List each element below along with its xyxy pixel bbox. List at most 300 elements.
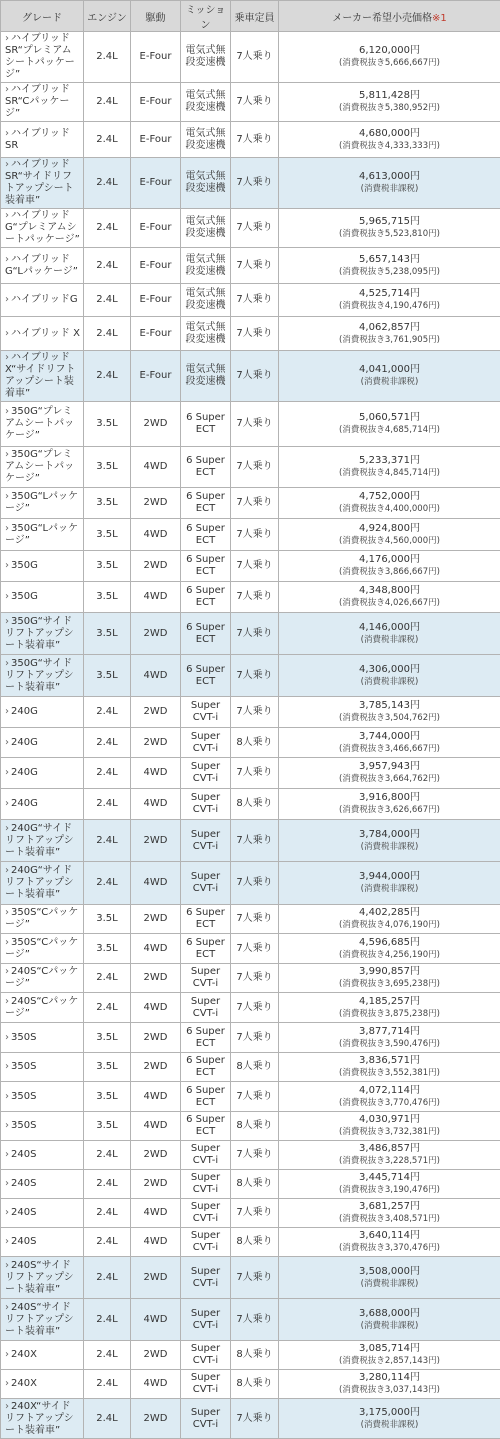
chevron-right-icon: › — [5, 706, 9, 717]
table-row — [1, 317, 500, 351]
engine-cell: 3.5L — [84, 402, 131, 447]
grade-link[interactable]: 240G — [11, 767, 38, 778]
grade-link[interactable]: 350S — [11, 1032, 36, 1043]
chevron-right-icon: › — [5, 1260, 9, 1271]
table-row — [1, 728, 500, 758]
seats-cell: 7人乗り — [231, 284, 279, 317]
grade-cell — [1, 613, 84, 655]
price-cell — [279, 789, 500, 820]
price-tax-note: (消費税抜き3,590,476円) — [282, 1038, 497, 1051]
engine-cell: 2.4L — [84, 1170, 131, 1199]
mission-cell: Super CVT-i — [181, 1257, 231, 1299]
seats-cell: 7人乗り — [231, 402, 279, 447]
seats-cell: 7人乗り — [231, 993, 279, 1023]
seats-cell: 7人乗り — [231, 758, 279, 789]
price-cell — [279, 551, 500, 582]
seats-cell: 8人乗り — [231, 789, 279, 820]
grade-link[interactable]: 350S“Cパッケージ” — [5, 907, 78, 930]
engine-cell: 2.4L — [84, 1399, 131, 1439]
chevron-right-icon: › — [5, 449, 9, 460]
price-cell — [279, 655, 500, 697]
mission-cell: Super CVT-i — [181, 964, 231, 993]
grade-link[interactable]: ハイブリッド X — [11, 328, 80, 339]
chevron-right-icon: › — [5, 1149, 9, 1160]
grade-cell — [1, 655, 84, 697]
grade-cell — [1, 32, 84, 83]
drive-cell: 4WD — [131, 1082, 181, 1112]
grade-link[interactable]: 240S“サイドリフトアップシート装着車” — [5, 1302, 74, 1337]
chevron-right-icon: › — [5, 658, 9, 669]
mission-cell: 6 Super ECT — [181, 1082, 231, 1112]
header-grade: グレード — [1, 1, 84, 32]
chevron-right-icon: › — [5, 1207, 9, 1218]
chevron-right-icon: › — [5, 616, 9, 627]
price-cell — [279, 317, 500, 351]
price-value: 3,681,257円 — [282, 1200, 497, 1213]
grade-cell — [1, 697, 84, 728]
price-cell — [279, 993, 500, 1023]
price-tax-note: (消費税抜き3,695,238円) — [282, 978, 497, 991]
grade-link[interactable]: ハイブリッド X“サイドリフトアップシート装着車” — [5, 352, 76, 399]
mission-cell: Super CVT-i — [181, 1199, 231, 1228]
grade-link[interactable]: 350S — [11, 1061, 36, 1072]
price-cell — [279, 905, 500, 934]
grade-link[interactable]: 240S — [11, 1236, 36, 1247]
grade-cell — [1, 1199, 84, 1228]
engine-cell: 2.4L — [84, 758, 131, 789]
seats-cell: 7人乗り — [231, 1082, 279, 1112]
seats-cell: 7人乗り — [231, 248, 279, 284]
price-cell — [279, 964, 500, 993]
mission-cell: 6 Super ECT — [181, 488, 231, 519]
table-row — [1, 1299, 500, 1341]
price-value: 3,085,714円 — [282, 1342, 497, 1355]
header-drive: 駆動 — [131, 1, 181, 32]
header-price — [279, 1, 500, 32]
chevron-right-icon: › — [5, 1302, 9, 1313]
seats-cell: 7人乗り — [231, 551, 279, 582]
price-cell — [279, 862, 500, 905]
engine-cell: 3.5L — [84, 488, 131, 519]
grade-link[interactable]: 350G“Lパッケージ” — [5, 523, 78, 546]
grade-link[interactable]: 240S“Cパッケージ” — [5, 996, 78, 1019]
mission-cell: 6 Super ECT — [181, 905, 231, 934]
grade-link[interactable]: ハイブリッドG“プレミアムシートパッケージ” — [5, 210, 80, 245]
price-value: 5,811,428円 — [282, 89, 497, 102]
mission-cell: 6 Super ECT — [181, 519, 231, 551]
grade-link[interactable]: 350G — [11, 560, 38, 571]
price-value: 3,916,800円 — [282, 791, 497, 804]
price-tax-note: (消費税抜き4,190,476円) — [282, 300, 497, 313]
grade-link[interactable]: 350G“プレミアムシートパッケージ” — [5, 406, 74, 441]
mission-cell: 電気式無段変速機 — [181, 158, 231, 209]
grade-cell — [1, 158, 84, 209]
drive-cell: 2WD — [131, 1170, 181, 1199]
mission-cell: Super CVT-i — [181, 697, 231, 728]
engine-cell: 2.4L — [84, 284, 131, 317]
drive-cell: 2WD — [131, 402, 181, 447]
chevron-right-icon: › — [5, 352, 9, 363]
engine-cell: 2.4L — [84, 122, 131, 158]
drive-cell: 2WD — [131, 697, 181, 728]
drive-cell: 2WD — [131, 551, 181, 582]
drive-cell: E-Four — [131, 32, 181, 83]
chevron-right-icon: › — [5, 84, 9, 95]
price-value: 5,965,715円 — [282, 215, 497, 228]
drive-cell: E-Four — [131, 158, 181, 209]
grade-cell — [1, 1299, 84, 1341]
grade-link[interactable]: ハイブリッド SR — [5, 128, 70, 151]
engine-cell: 2.4L — [84, 862, 131, 905]
grade-cell — [1, 248, 84, 284]
price-value: 4,030,971円 — [282, 1113, 497, 1126]
price-tax-note: (消費税抜き4,400,000円) — [282, 503, 497, 516]
chevron-right-icon: › — [5, 128, 9, 139]
seats-cell: 7人乗り — [231, 613, 279, 655]
table-row — [1, 1370, 500, 1399]
seats-cell: 7人乗り — [231, 582, 279, 613]
drive-cell: 2WD — [131, 1023, 181, 1053]
grade-link[interactable]: 240G — [11, 798, 38, 809]
price-value: 4,525,714円 — [282, 287, 497, 300]
seats-cell: 7人乗り — [231, 1299, 279, 1341]
table-row — [1, 1228, 500, 1257]
mission-cell: 電気式無段変速機 — [181, 32, 231, 83]
grade-cell — [1, 551, 84, 582]
grade-link[interactable]: 350G“プレミアムシートパッケージ” — [5, 449, 74, 484]
engine-cell: 2.4L — [84, 1257, 131, 1299]
seats-cell: 7人乗り — [231, 83, 279, 122]
price-tax-note: (消費税非課税) — [282, 841, 497, 854]
grade-link[interactable]: 240S“Cパッケージ” — [5, 966, 78, 989]
chevron-right-icon: › — [5, 823, 9, 834]
mission-cell: Super CVT-i — [181, 1341, 231, 1370]
mission-cell: 6 Super ECT — [181, 402, 231, 447]
grade-cell — [1, 488, 84, 519]
grade-link[interactable]: 350G“Lパッケージ” — [5, 491, 78, 514]
seats-cell: 7人乗り — [231, 351, 279, 402]
price-value: 4,680,000円 — [282, 127, 497, 140]
seats-cell: 7人乗り — [231, 964, 279, 993]
price-tax-note: (消費税非課税) — [282, 883, 497, 896]
seats-cell: 7人乗り — [231, 447, 279, 488]
chevron-right-icon: › — [5, 1401, 9, 1412]
price-value: 4,306,000円 — [282, 663, 497, 676]
price-value: 4,752,000円 — [282, 490, 497, 503]
drive-cell: 4WD — [131, 1199, 181, 1228]
price-footnote-mark: ※1 — [432, 13, 447, 24]
mission-cell: 6 Super ECT — [181, 1112, 231, 1141]
engine-cell: 3.5L — [84, 1112, 131, 1141]
grade-link[interactable]: ハイブリッド SR“Cパッケージ” — [5, 84, 70, 119]
grade-cell — [1, 1228, 84, 1257]
price-cell — [279, 519, 500, 551]
grade-cell — [1, 1141, 84, 1170]
table-row — [1, 158, 500, 209]
mission-cell: 6 Super ECT — [181, 1053, 231, 1082]
engine-cell: 2.4L — [84, 351, 131, 402]
price-tax-note: (消費税抜き3,664,762円) — [282, 773, 497, 786]
price-tax-note: (消費税抜き3,761,905円) — [282, 334, 497, 347]
table-row — [1, 789, 500, 820]
table-row — [1, 758, 500, 789]
chevron-right-icon: › — [5, 1236, 9, 1247]
chevron-right-icon: › — [5, 254, 9, 265]
mission-cell: 6 Super ECT — [181, 934, 231, 964]
price-value: 4,072,114円 — [282, 1084, 497, 1097]
seats-cell: 7人乗り — [231, 122, 279, 158]
grade-cell — [1, 447, 84, 488]
seats-cell: 7人乗り — [231, 158, 279, 209]
price-tax-note: (消費税非課税) — [282, 676, 497, 689]
drive-cell: 2WD — [131, 1053, 181, 1082]
engine-cell: 2.4L — [84, 1199, 131, 1228]
seats-cell: 7人乗り — [231, 655, 279, 697]
grade-cell — [1, 820, 84, 862]
table-row — [1, 1082, 500, 1112]
table-row — [1, 1141, 500, 1170]
mission-cell: Super CVT-i — [181, 758, 231, 789]
table-row — [1, 32, 500, 83]
price-tax-note: (消費税抜き4,845,714円) — [282, 467, 497, 480]
table-row — [1, 122, 500, 158]
engine-cell: 3.5L — [84, 655, 131, 697]
engine-cell: 2.4L — [84, 1299, 131, 1341]
price-cell — [279, 284, 500, 317]
price-value: 4,185,257円 — [282, 995, 497, 1008]
grade-link[interactable]: ハイブリッドG — [11, 294, 78, 305]
grade-cell — [1, 728, 84, 758]
chevron-right-icon: › — [5, 159, 9, 170]
mission-cell: 電気式無段変速機 — [181, 209, 231, 248]
price-tax-note: (消費税非課税) — [282, 1278, 497, 1291]
price-cell — [279, 1170, 500, 1199]
mission-cell: Super CVT-i — [181, 1170, 231, 1199]
seats-cell: 8人乗り — [231, 1370, 279, 1399]
price-tax-note: (消費税抜き3,190,476円) — [282, 1184, 497, 1197]
price-cell — [279, 402, 500, 447]
mission-cell: 6 Super ECT — [181, 1023, 231, 1053]
mission-cell: Super CVT-i — [181, 1399, 231, 1439]
drive-cell: 4WD — [131, 862, 181, 905]
price-tax-note: (消費税抜き5,380,952円) — [282, 102, 497, 115]
price-tax-note: (消費税非課税) — [282, 183, 497, 196]
drive-cell: 2WD — [131, 1257, 181, 1299]
price-value: 4,402,285円 — [282, 906, 497, 919]
drive-cell: 4WD — [131, 1112, 181, 1141]
chevron-right-icon: › — [5, 767, 9, 778]
engine-cell: 2.4L — [84, 1141, 131, 1170]
seats-cell: 8人乗り — [231, 1112, 279, 1141]
mission-cell: Super CVT-i — [181, 993, 231, 1023]
grade-cell — [1, 1082, 84, 1112]
grade-link[interactable]: 240G — [11, 706, 38, 717]
engine-cell: 3.5L — [84, 613, 131, 655]
seats-cell: 7人乗り — [231, 317, 279, 351]
drive-cell: E-Four — [131, 317, 181, 351]
price-tax-note: (消費税抜き3,866,667円) — [282, 566, 497, 579]
table-row — [1, 209, 500, 248]
price-value: 5,060,571円 — [282, 411, 497, 424]
table-row — [1, 1112, 500, 1141]
drive-cell: 4WD — [131, 582, 181, 613]
engine-cell: 2.4L — [84, 32, 131, 83]
price-tax-note: (消費税抜き4,333,333円) — [282, 140, 497, 153]
engine-cell: 2.4L — [84, 158, 131, 209]
chevron-right-icon: › — [5, 560, 9, 571]
grade-link[interactable]: ハイブリッド SR“サイドリフトアップシート装着車” — [5, 159, 74, 206]
chevron-right-icon: › — [5, 996, 9, 1007]
drive-cell: 2WD — [131, 728, 181, 758]
mission-cell: 6 Super ECT — [181, 551, 231, 582]
grade-link[interactable]: 240G“サイドリフトアップシート装着車” — [5, 823, 74, 858]
drive-cell: 2WD — [131, 1341, 181, 1370]
mission-cell: 電気式無段変速機 — [181, 317, 231, 351]
engine-cell: 2.4L — [84, 993, 131, 1023]
table-row — [1, 1023, 500, 1053]
price-value: 4,924,800円 — [282, 522, 497, 535]
price-value: 5,233,371円 — [282, 454, 497, 467]
price-cell — [279, 820, 500, 862]
table-row — [1, 1053, 500, 1082]
grade-link[interactable]: 350G“サイドリフトアップシート装着車” — [5, 616, 74, 651]
mission-cell: Super CVT-i — [181, 789, 231, 820]
drive-cell: 4WD — [131, 447, 181, 488]
price-cell — [279, 351, 500, 402]
price-value: 3,785,143円 — [282, 699, 497, 712]
price-cell — [279, 209, 500, 248]
price-tax-note: (消費税抜き3,037,143円) — [282, 1384, 497, 1397]
price-tax-note: (消費税非課税) — [282, 376, 497, 389]
price-cell — [279, 613, 500, 655]
grade-link[interactable]: 240X“サイドリフトアップシート装着車” — [5, 1401, 74, 1436]
grade-cell — [1, 284, 84, 317]
chevron-right-icon: › — [5, 210, 9, 221]
mission-cell: Super CVT-i — [181, 1228, 231, 1257]
drive-cell: E-Four — [131, 209, 181, 248]
price-value: 4,146,000円 — [282, 621, 497, 634]
drive-cell: 2WD — [131, 1141, 181, 1170]
grade-link[interactable]: ハイブリッドG“Lパッケージ” — [5, 254, 78, 277]
drive-cell: E-Four — [131, 248, 181, 284]
grade-link[interactable]: 240G — [11, 737, 38, 748]
grade-cell — [1, 758, 84, 789]
drive-cell: 4WD — [131, 1228, 181, 1257]
table-row — [1, 83, 500, 122]
grade-link[interactable]: ハイブリッド SR“プレミアムシートパッケージ” — [5, 33, 75, 80]
price-tax-note: (消費税抜き5,666,667円) — [282, 57, 497, 70]
seats-cell: 7人乗り — [231, 934, 279, 964]
engine-cell: 3.5L — [84, 1023, 131, 1053]
grade-link[interactable]: 240S — [11, 1149, 36, 1160]
grade-link[interactable]: 350S — [11, 1120, 36, 1131]
chevron-right-icon: › — [5, 1120, 9, 1131]
mission-cell: Super CVT-i — [181, 1299, 231, 1341]
engine-cell: 2.4L — [84, 1228, 131, 1257]
grade-link[interactable]: 240X — [11, 1349, 37, 1360]
table-row — [1, 1399, 500, 1439]
grade-link[interactable]: 350S — [11, 1091, 36, 1102]
price-value: 5,657,143円 — [282, 253, 497, 266]
mission-cell: Super CVT-i — [181, 820, 231, 862]
engine-cell: 3.5L — [84, 934, 131, 964]
chevron-right-icon: › — [5, 33, 9, 44]
grade-cell — [1, 209, 84, 248]
grade-cell — [1, 519, 84, 551]
drive-cell: E-Four — [131, 83, 181, 122]
seats-cell: 7人乗り — [231, 905, 279, 934]
grade-cell — [1, 317, 84, 351]
price-tax-note: (消費税抜き4,026,667円) — [282, 597, 497, 610]
price-value: 3,957,943円 — [282, 760, 497, 773]
chevron-right-icon: › — [5, 1349, 9, 1360]
price-value: 3,877,714円 — [282, 1025, 497, 1038]
grade-link[interactable]: 240G“サイドリフトアップシート装着車” — [5, 865, 74, 900]
grade-link[interactable]: 240S — [11, 1207, 36, 1218]
price-cell — [279, 248, 500, 284]
table-row — [1, 488, 500, 519]
table-row — [1, 447, 500, 488]
grade-cell — [1, 1112, 84, 1141]
seats-cell: 7人乗り — [231, 1257, 279, 1299]
mission-cell: 6 Super ECT — [181, 613, 231, 655]
header-engine: エンジン — [84, 1, 131, 32]
seats-cell: 7人乗り — [231, 1023, 279, 1053]
price-value: 3,280,114円 — [282, 1371, 497, 1384]
table-row — [1, 1170, 500, 1199]
price-tax-note: (消費税非課税) — [282, 1419, 497, 1432]
engine-cell: 2.4L — [84, 789, 131, 820]
header-seats: 乗車定員 — [231, 1, 279, 32]
seats-cell: 8人乗り — [231, 728, 279, 758]
seats-cell: 7人乗り — [231, 1399, 279, 1439]
price-tax-note: (消費税抜き3,466,667円) — [282, 743, 497, 756]
price-cell — [279, 122, 500, 158]
chevron-right-icon: › — [5, 328, 9, 339]
drive-cell: E-Four — [131, 122, 181, 158]
table-row — [1, 551, 500, 582]
price-tax-note: (消費税抜き5,523,810円) — [282, 228, 497, 241]
grade-cell — [1, 862, 84, 905]
price-cell — [279, 1299, 500, 1341]
engine-cell: 2.4L — [84, 697, 131, 728]
price-cell — [279, 1341, 500, 1370]
grade-link[interactable]: 240X — [11, 1378, 37, 1389]
mission-cell: Super CVT-i — [181, 862, 231, 905]
grade-link[interactable]: 240S“サイドリフトアップシート装着車” — [5, 1260, 74, 1295]
grade-link[interactable]: 350G“サイドリフトアップシート装着車” — [5, 658, 74, 693]
engine-cell: 3.5L — [84, 551, 131, 582]
grade-link[interactable]: 240S — [11, 1178, 36, 1189]
drive-cell: 2WD — [131, 905, 181, 934]
grade-cell — [1, 351, 84, 402]
grade-cell — [1, 789, 84, 820]
drive-cell: 4WD — [131, 993, 181, 1023]
price-value: 4,176,000円 — [282, 553, 497, 566]
drive-cell: 2WD — [131, 820, 181, 862]
drive-cell: E-Four — [131, 351, 181, 402]
table-row — [1, 613, 500, 655]
price-value: 3,944,000円 — [282, 870, 497, 883]
seats-cell: 8人乗り — [231, 1053, 279, 1082]
grade-cell — [1, 83, 84, 122]
grade-link[interactable]: 350S“Cパッケージ” — [5, 937, 78, 960]
drive-cell: 4WD — [131, 519, 181, 551]
grade-cell — [1, 402, 84, 447]
grade-link[interactable]: 350G — [11, 591, 38, 602]
table-row — [1, 993, 500, 1023]
mission-cell: 6 Super ECT — [181, 655, 231, 697]
